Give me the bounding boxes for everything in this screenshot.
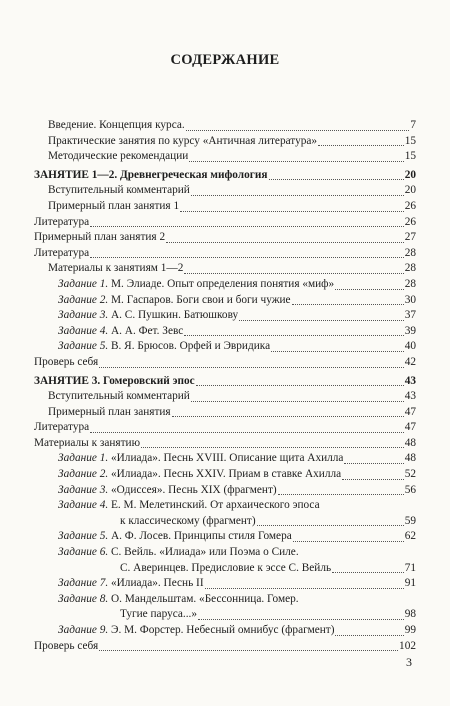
- toc-entry-title: В. Я. Брюсов. Орфей и Эвридика: [111, 340, 271, 353]
- dot-leader: [335, 635, 403, 636]
- toc-page-number: 30: [404, 293, 416, 306]
- toc-entry: [34, 215, 416, 231]
- dot-leader: [344, 463, 403, 464]
- dot-leader: [189, 161, 403, 162]
- toc-entry: [34, 134, 416, 150]
- toc-entry: [34, 483, 416, 499]
- toc-entry-continuation: С. Аверинцев. Предисловие к эссе С. Вейль: [120, 561, 332, 574]
- toc-entry: [34, 545, 416, 576]
- toc-page-number: 27: [404, 231, 416, 244]
- toc-entry: [34, 277, 416, 293]
- toc-entry: [34, 230, 416, 246]
- task-label: Задание 7.: [58, 577, 109, 590]
- dot-leader: [172, 416, 404, 417]
- task-label: Задание 4.: [58, 499, 109, 512]
- toc-entry: [34, 389, 416, 405]
- dot-leader: [99, 650, 398, 651]
- dot-leader: [292, 304, 404, 305]
- dot-leader: [184, 335, 403, 336]
- toc-entry-title: Литература: [34, 215, 90, 228]
- toc-entry-title: С. Вейль. «Илиада» или Поэма о Силе.: [111, 546, 299, 559]
- toc-entry: [34, 592, 416, 623]
- toc-entry-title: Проверь себя: [34, 639, 99, 652]
- toc-entry: [34, 529, 416, 545]
- toc-entry-title: Вступительный комментарий: [48, 184, 190, 197]
- toc-entry-continuation: Тугие паруса...»: [120, 608, 197, 621]
- dot-leader: [90, 432, 404, 433]
- toc-page-number: 98: [404, 608, 416, 621]
- toc-entry-title: Материалы к занятию: [34, 436, 141, 449]
- dot-leader: [205, 588, 404, 589]
- toc-page-number: 48: [404, 452, 416, 465]
- task-label: Задание 1.: [58, 452, 109, 465]
- toc-entry-title: Методические рекомендации: [48, 150, 189, 163]
- toc-entry: [34, 498, 416, 529]
- toc-entry: [34, 436, 416, 452]
- task-label: Задание 6.: [58, 546, 109, 559]
- toc-page-number: 91: [404, 577, 416, 590]
- toc-page-number: 43: [404, 374, 416, 387]
- dot-leader: [293, 541, 404, 542]
- toc-entry-title: А. Ф. Лосев. Принципы стиля Гомера: [111, 530, 292, 543]
- toc-entry: [34, 168, 416, 184]
- table-of-contents: [34, 118, 416, 654]
- toc-entry-title: Вступительный комментарий: [48, 390, 190, 403]
- toc-entry-title: Практические занятия по курсу «Античная литература»: [48, 134, 318, 147]
- page-number: 3: [406, 655, 412, 669]
- toc-entry-title: Е. М. Мелетинский. От архаического эпоса: [111, 499, 320, 512]
- toc-entry-title: М. Гаспаров. Боги свои и боги чужие: [111, 293, 291, 306]
- toc-entry: [34, 324, 416, 340]
- toc-page-number: 28: [404, 277, 416, 290]
- toc-page-number: 15: [404, 134, 416, 147]
- dot-leader: [278, 494, 404, 495]
- dot-leader: [184, 273, 403, 274]
- toc-entry-title: Примерный план занятия 1: [48, 199, 180, 212]
- toc-entry: [34, 355, 416, 371]
- task-label: Задание 5.: [58, 530, 109, 543]
- dot-leader: [191, 195, 404, 196]
- toc-page-number: 62: [404, 530, 416, 543]
- toc-entry-title: Примерный план занятия: [48, 405, 171, 418]
- task-label: Задание 3.: [58, 483, 109, 496]
- toc-page-number: 40: [404, 340, 416, 353]
- toc-entry: [34, 261, 416, 277]
- toc-entry-title: Примерный план занятия 2: [34, 231, 166, 244]
- toc-entry-title: «Илиада». Песнь XXIV. Приам в ставке Ахилла: [111, 468, 342, 481]
- toc-entry: [34, 405, 416, 421]
- toc-entry-title: М. Элиаде. Опыт определения понятия «миф»: [111, 277, 335, 290]
- toc-page-number: 28: [404, 262, 416, 275]
- toc-entry-title: Введение. Концепция курса.: [48, 119, 185, 131]
- toc-entry: [34, 467, 416, 483]
- toc-page-number: 99: [404, 624, 416, 636]
- toc-page-number: 52: [404, 468, 416, 481]
- toc-entry-title: Проверь себя: [34, 355, 99, 368]
- toc-entry-continuation: к классическому (фрагмент): [120, 514, 256, 527]
- toc-entry-title: «Илиада». Песнь II: [111, 577, 204, 590]
- toc-page-number: 56: [404, 483, 416, 496]
- dot-leader: [335, 289, 404, 290]
- toc-entry: [34, 118, 416, 134]
- toc-entry-title: ЗАНЯТИЕ 1—2. Древнегреческая мифология: [34, 168, 268, 181]
- toc-entry: [34, 308, 416, 324]
- toc-entry-title: А. С. Пушкин. Батюшкову: [111, 309, 239, 322]
- toc-entry: [34, 183, 416, 199]
- dot-leader: [180, 211, 404, 212]
- toc-entry-title: О. Мандельштам. «Бессонница. Гомер.: [111, 592, 299, 605]
- task-label: Задание 3.: [58, 309, 109, 322]
- toc-page-number: 47: [404, 405, 416, 418]
- task-label: Задание 4.: [58, 324, 109, 337]
- toc-page-number: 48: [404, 436, 416, 449]
- toc-entry-title: Э. М. Форстер. Небесный омнибус (фрагмент): [111, 624, 335, 636]
- toc-entry: [34, 246, 416, 262]
- dot-leader: [191, 401, 404, 402]
- toc-page-number: 20: [404, 168, 416, 181]
- toc-page-number: 7: [410, 119, 416, 131]
- contents-heading: СОДЕРЖАНИЕ: [170, 52, 280, 68]
- task-label: Задание 1.: [58, 277, 109, 290]
- dot-leader: [239, 320, 404, 321]
- toc-page-number: 59: [404, 514, 416, 527]
- toc-entry: [34, 576, 416, 592]
- toc-page-number: 102: [399, 639, 416, 652]
- toc-entry: [34, 623, 416, 639]
- dot-leader: [332, 572, 404, 573]
- toc-page-number: 26: [404, 199, 416, 212]
- toc-entry: [34, 339, 416, 355]
- toc-page-number: 42: [404, 355, 416, 368]
- dot-leader: [196, 385, 404, 386]
- dot-leader: [271, 351, 404, 352]
- toc-entry: [34, 639, 416, 655]
- dot-leader: [90, 226, 404, 227]
- dot-leader: [186, 130, 410, 131]
- toc-entry: [34, 420, 416, 436]
- toc-page-number: 43: [404, 390, 416, 403]
- toc-page-number: 71: [404, 561, 416, 574]
- toc-entry-title: «Илиада». Песнь XVIII. Описание щита Ахилла: [111, 452, 344, 465]
- toc-entry-title: Литература: [34, 421, 90, 434]
- task-label: Задание 2.: [58, 468, 109, 481]
- toc-entry: [34, 374, 416, 390]
- task-label: Задание 8.: [58, 592, 109, 605]
- toc-page-number: 26: [404, 215, 416, 228]
- toc-entry-title: ЗАНЯТИЕ 3. Гомеровский эпос: [34, 374, 195, 387]
- dot-leader: [99, 367, 404, 368]
- task-label: Задание 9.: [58, 624, 109, 636]
- toc-entry-title: «Одиссея». Песнь XIX (фрагмент): [111, 483, 277, 496]
- toc-page-number: 15: [404, 150, 416, 163]
- toc-entry: [34, 451, 416, 467]
- dot-leader: [166, 242, 404, 243]
- dot-leader: [198, 619, 404, 620]
- toc-entry-title: Материалы к занятиям 1—2: [48, 262, 184, 275]
- dot-leader: [141, 447, 404, 448]
- toc-entry: [34, 293, 416, 309]
- toc-entry: [34, 199, 416, 215]
- task-label: Задание 5.: [58, 340, 109, 353]
- toc-page-number: 47: [404, 421, 416, 434]
- toc-entry: [34, 149, 416, 165]
- toc-page-number: 37: [404, 309, 416, 322]
- toc-entry-title: А. А. Фет. Зевс: [111, 324, 184, 337]
- dot-leader: [257, 525, 404, 526]
- dot-leader: [318, 145, 404, 146]
- task-label: Задание 2.: [58, 293, 109, 306]
- toc-page-number: 39: [404, 324, 416, 337]
- dot-leader: [90, 257, 404, 258]
- toc-page-number: 20: [404, 184, 416, 197]
- dot-leader: [269, 179, 404, 180]
- dot-leader: [342, 479, 404, 480]
- toc-entry-title: Литература: [34, 246, 90, 259]
- toc-page-number: 28: [404, 246, 416, 259]
